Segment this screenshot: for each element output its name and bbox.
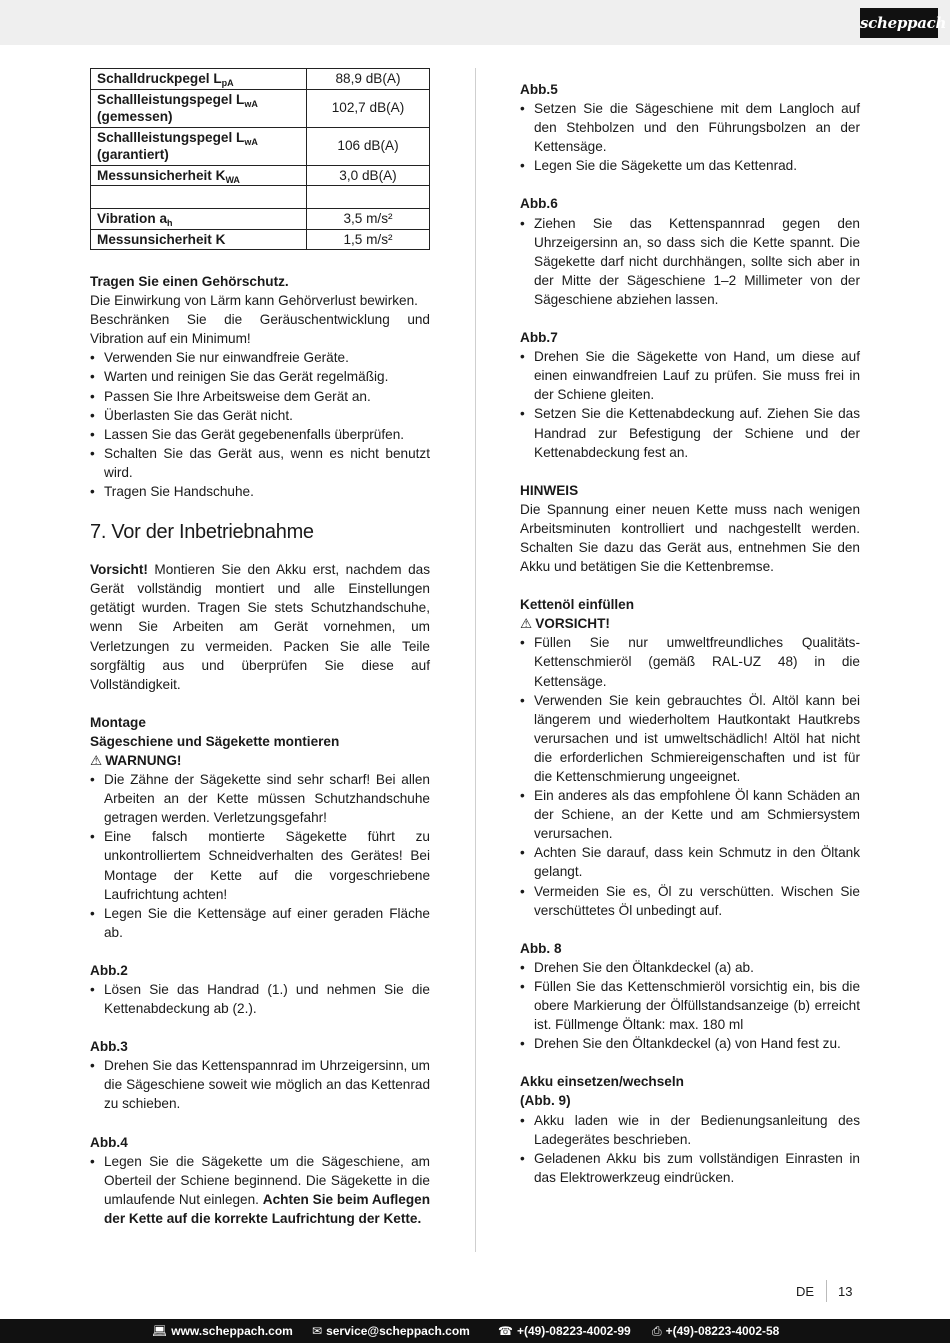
oil-warning-label: VORSICHT! <box>535 616 610 632</box>
list-item: • Legen Sie die Kettensäge auf einer geraden Fläche ab. <box>90 904 430 942</box>
abb4-text: Legen Sie die Sägekette um die Sägeschiene, am Oberteil der Schiene beginnend. Die Sägekette in die umlaufende Nut einlegen. <box>104 1153 430 1207</box>
abb4-list <box>90 1152 430 1228</box>
limit-text: Beschränken Sie die Geräuschentwicklung und Vibration auf ein Minimum! <box>90 312 430 347</box>
abb2-list <box>90 980 430 1018</box>
caution-paragraph <box>90 560 430 694</box>
page-number: 13 <box>838 1284 853 1299</box>
warning-heading <box>90 751 430 770</box>
spec-label-subscript: h <box>167 218 173 228</box>
list-item: • Passen Sie Ihre Arbeitsweise dem Gerät an. <box>90 387 430 406</box>
list-item: • Geladenen Akku bis zum vollständigen Einrasten in das Elektrowerkzeug eindrücken. <box>520 1149 860 1187</box>
list-item: • Drehen Sie den Öltankdeckel (a) von Hand fest zu. <box>520 1034 860 1053</box>
spec-label-subscript: wA <box>244 136 258 147</box>
table-row <box>91 165 430 186</box>
list-item: • Ein anderes als das empfohlene Öl kann Schäden an der Schiene, an der Kette und am Schmiersystem verursachen. <box>520 786 860 843</box>
spec-label-text: Messunsicherheit K <box>97 167 226 183</box>
table-row <box>91 69 430 90</box>
hinweis-title: HINWEIS <box>520 482 579 498</box>
spec-label-text: Schallleistungspegel L <box>97 91 245 107</box>
spec-value: 102,7 dB(A) <box>307 89 430 127</box>
spec-label-text: Vibration a <box>97 211 167 226</box>
fax-icon: ⎙ <box>652 1324 662 1338</box>
spec-label <box>91 209 307 230</box>
list-item: • Lösen Sie das Handrad (1.) und nehmen Sie die Kettenabdeckung ab (2.). <box>90 980 430 1018</box>
phone-icon: ☎ <box>498 1324 513 1338</box>
caution-label: Vorsicht! <box>90 562 148 578</box>
list-item: • Drehen Sie den Öltankdeckel (a) ab. <box>520 958 860 977</box>
list-item: • Verwenden Sie kein gebrauchtes Öl. Altöl kann bei längerem und wiederholtem Hautkontakt Hautkrebs verursachen und ist umweltschädlich! Altöl hat nicht die erforderlichen Schmiereigenschaften und ist für die Kettenschmierung ungeeignet. <box>520 691 860 786</box>
list-item: • Drehen Sie die Sägekette von Hand, um diese auf einen einwandfreien Lauf zu prüfen. Sie muss frei in der Schiene gleiten. <box>520 347 860 404</box>
list-item: • Akku laden wie in der Bedienungsanleitung des Ladegerätes beschrieben. <box>520 1111 860 1149</box>
page-number-divider <box>826 1280 827 1302</box>
laptop-icon: 💻︎ <box>152 1324 168 1338</box>
list-item: • Vermeiden Sie es, Öl zu verschütten. Wischen Sie verschüttetes Öl unbedingt auf. <box>520 882 860 920</box>
spec-value: 88,9 dB(A) <box>307 69 430 90</box>
spec-value: 1,5 m/s² <box>307 229 430 250</box>
spec-label <box>91 186 307 209</box>
abb2-title: Abb.2 <box>90 962 128 978</box>
spec-label-text: Schalldruckpegel L <box>97 71 222 86</box>
footer-email[interactable] <box>312 1319 470 1343</box>
mail-icon: ✉ <box>312 1324 323 1338</box>
spec-value: 3,0 dB(A) <box>307 165 430 186</box>
footer-website-text: www.scheppach.com <box>171 1324 293 1338</box>
list-item: • Verwenden Sie nur einwandfreie Geräte. <box>90 348 430 367</box>
spec-label-qualifier: (gemessen) <box>97 109 173 124</box>
akku-title: Akku einsetzen/wechseln <box>520 1074 684 1090</box>
abb8-list <box>520 958 860 1053</box>
list-item: • Tragen Sie Handschuhe. <box>90 482 430 501</box>
warning-icon: ⚠ <box>520 616 533 632</box>
abb5-title: Abb.5 <box>520 82 558 97</box>
footer-fax[interactable] <box>652 1319 779 1343</box>
abb5-list <box>520 99 860 175</box>
abb3-list <box>90 1056 430 1113</box>
abb7-list <box>520 347 860 462</box>
abb6-list <box>520 214 860 309</box>
spec-label-subscript: wA <box>244 98 258 109</box>
list-item: • Warten und reinigen Sie das Gerät regelmäßig. <box>90 367 430 386</box>
table-row <box>91 229 430 250</box>
oil-warning-heading <box>520 614 860 633</box>
caution-text: Montieren Sie den Akku erst, nachdem das Gerät vollständig montiert und alle Einstellungen getätigt wurden. Tragen Sie stets Schutzhandschuhe, wenn Sie Arbeiten am Gerät vornehmen, um Verletzungen zu vermeiden. Packen Sie alle Teile sorgfältig aus und überprüfen Sie diese auf Vollständigkeit. <box>90 562 430 692</box>
header-bar <box>0 0 950 45</box>
spec-label-qualifier: (garantiert) <box>97 147 169 162</box>
footer-bar <box>0 1319 950 1343</box>
hearing-title: Tragen Sie einen Gehörschutz. <box>90 274 289 289</box>
abb3-title: Abb.3 <box>90 1039 128 1055</box>
oil-list <box>520 633 860 919</box>
specs-table <box>90 68 430 250</box>
footer-phone[interactable] <box>498 1319 631 1343</box>
spec-label-subscript: pA <box>221 78 234 88</box>
montage-subtitle: Sägeschiene und Sägekette montieren <box>90 733 340 749</box>
spec-label-text: Schallleistungspegel L <box>97 129 245 145</box>
footer-fax-text: +(49)-08223-4002-58 <box>665 1324 780 1338</box>
left-column <box>90 68 430 1228</box>
table-row <box>91 186 430 209</box>
limit-list <box>90 348 430 501</box>
spec-label-subscript: WA <box>225 174 240 185</box>
spec-label <box>91 89 307 127</box>
list-item: • Achten Sie darauf, dass kein Schmutz in den Öltank gelangt. <box>520 843 860 881</box>
oil-title: Kettenöl einfüllen <box>520 597 635 613</box>
abb7-title: Abb.7 <box>520 330 558 346</box>
spec-label-text: Messunsicherheit K <box>97 231 226 247</box>
montage-title: Montage <box>90 714 146 730</box>
spec-label <box>91 127 307 165</box>
footer-website[interactable] <box>152 1319 293 1343</box>
list-item: • Eine falsch montierte Sägekette führt zu unkontrolliertem Schneidverhalten des Gerätes! Bei Montage der Kette auf die vorgeschriebene Laufrichtung achten! <box>90 827 430 903</box>
hinweis-text: Die Spannung einer neuen Kette muss nach wenigen Arbeitsminuten kontrolliert und nachgestellt werden. Schalten Sie dazu das Gerät aus, entnehmen Sie den Akku und betätigen Sie die Kettenbremse. <box>520 501 860 575</box>
page-language: DE <box>796 1284 815 1299</box>
spec-value <box>307 186 430 209</box>
spec-value: 3,5 m/s² <box>307 209 430 230</box>
warning-label: WARNUNG! <box>105 752 182 768</box>
section-title: 7. Vor der Inbetriebnahme <box>90 521 314 544</box>
list-item: • Lassen Sie das Gerät gegebenenfalls überprüfen. <box>90 425 430 444</box>
abb4-bold-text: Achten Sie beim Auflegen der Kette auf die korrekte Laufrichtung der Kette. <box>104 1191 430 1226</box>
akku-list <box>520 1111 860 1187</box>
list-item: • Die Zähne der Sägekette sind sehr scharf! Bei allen Arbeiten an der Kette müssen Schutzhandschuhe getragen werden. Verletzungsgefahr! <box>90 770 430 827</box>
abb8-title: Abb. 8 <box>520 940 562 956</box>
right-column <box>520 80 860 1187</box>
table-row <box>91 127 430 165</box>
list-item: • Setzen Sie die Kettenabdeckung auf. Ziehen Sie das Handrad zur Befestigung der Schiene und der Kettenabdeckung fest an. <box>520 404 860 461</box>
list-item: • Schalten Sie das Gerät aus, wenn es nicht benutzt wird. <box>90 444 430 482</box>
list-item: • Drehen Sie das Kettenspannrad im Uhrzeigersinn, um die Sägeschiene soweit wie möglich an das Kettenrad zu schieben. <box>90 1056 430 1113</box>
warning-list <box>90 770 430 942</box>
list-item: • Setzen Sie die Sägeschiene mit dem Langloch auf den Stehbolzen und den Führungsbolzen an der Kettensäge. <box>520 99 860 156</box>
column-divider <box>475 68 476 1252</box>
hearing-text: Die Einwirkung von Lärm kann Gehörverlust bewirken. <box>90 293 418 309</box>
list-item: • Ziehen Sie das Kettenspannrad gegen den Uhrzeigersinn an, so dass sich die Kette spannt. Die Sägekette darf nicht durchhängen, sollte sich aber in der Mitte der Sägeschiene 1–2 Millimeter von der Sägeschiene abziehen lassen. <box>520 214 860 309</box>
brand-logo: scheppach <box>860 8 938 38</box>
spec-label <box>91 165 307 186</box>
list-item: • Füllen Sie das Kettenschmieröl vorsichtig ein, bis die obere Markierung der Ölfüllstandsanzeige (b) erreicht ist. Füllmenge Öltank: max. 180 ml <box>520 977 860 1034</box>
abb4-title: Abb.4 <box>90 1134 128 1150</box>
spec-value: 106 dB(A) <box>307 127 430 165</box>
table-row <box>91 89 430 127</box>
table-row <box>91 209 430 230</box>
list-item: • Legen Sie die Sägekette um das Kettenrad. <box>520 156 860 175</box>
abb6-title: Abb.6 <box>520 196 558 212</box>
spec-label <box>91 69 307 90</box>
list-item: • Füllen Sie nur umweltfreundliches Qualitäts-Kettenschmieröl (gemäß RAL-UZ 48) in die Kettensäge. <box>520 633 860 690</box>
warning-icon: ⚠ <box>90 752 103 768</box>
list-item: • Überlasten Sie das Gerät nicht. <box>90 406 430 425</box>
footer-phone-text: +(49)-08223-4002-99 <box>516 1324 631 1338</box>
akku-subtitle: (Abb. 9) <box>520 1093 571 1109</box>
spec-label <box>91 229 307 250</box>
footer-email-text: service@scheppach.com <box>326 1324 470 1338</box>
list-item <box>90 1152 430 1228</box>
